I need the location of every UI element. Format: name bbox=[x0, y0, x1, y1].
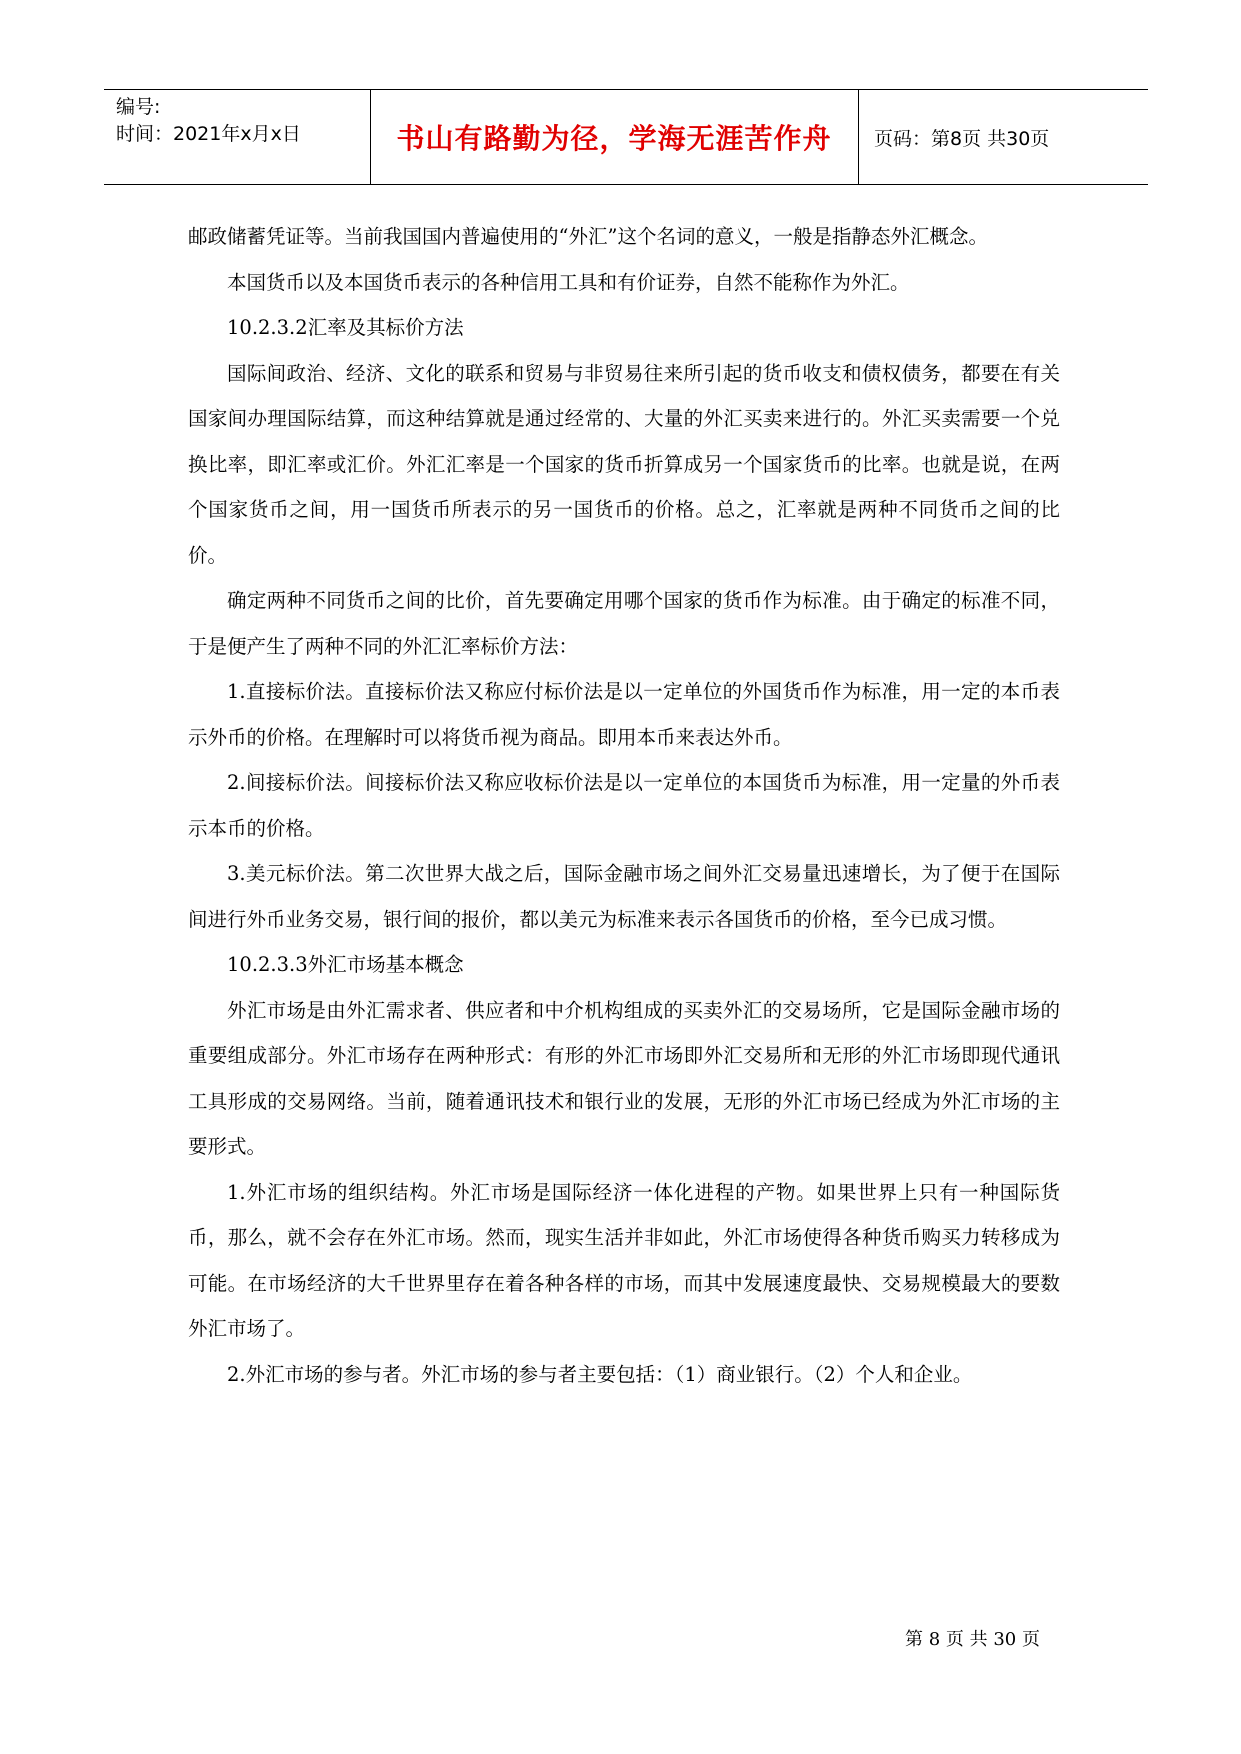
document-body bbox=[188, 214, 1060, 1397]
list-item: 2.外汇市场的参与者。外汇市场的参与者主要包括：（1）商业银行。（2）个人和企业。 bbox=[227, 1362, 973, 1386]
number-label: 编号: bbox=[116, 96, 161, 118]
paragraph: 外汇市场是由外汇需求者、供应者和中介机构组成的买卖外汇的交易场所，它是国际金融市场的重要组成部分。外汇市场存在两种形式：有形的外汇市场即外汇交易所和无形的外汇市场即现代通讯工具形成的交易网络。当前，随着通讯技术和银行业的发展，无形的外汇市场已经成为外汇市场的主要形式。 bbox=[188, 998, 1060, 1158]
list-item: 1.直接标价法。直接标价法又称应付标价法是以一定单位的外国货币作为标准，用一定的本币表示外币的价格。在理解时可以将货币视为商品。即用本币来表达外币。 bbox=[188, 680, 1060, 749]
section-heading: 10.2.3.2汇率及其标价方法 bbox=[227, 316, 464, 339]
header-divider-right bbox=[858, 90, 859, 184]
paragraph: 本国货币以及本国货币表示的各种信用工具和有价证券，自然不能称作为外汇。 bbox=[227, 270, 910, 294]
header-motto: 书山有路勤为径，学海无涯苦作舟 bbox=[396, 122, 832, 155]
list-item: 2.间接标价法。间接标价法又称应收标价法是以一定单位的本国货币为标准，用一定量的外币表示本币的价格。 bbox=[188, 771, 1060, 840]
page-footer: 第 8 页 共 30 页 bbox=[905, 1629, 1040, 1650]
paragraph: 确定两种不同货币之间的比价，首先要确定用哪个国家的货币作为标准。由于确定的标准不同，于是便产生了两种不同的外汇汇率标价方法： bbox=[188, 589, 1060, 658]
paragraph: 邮政储蓄凭证等。当前我国国内普遍使用的“外汇”这个名词的意义，一般是指静态外汇概念。 bbox=[188, 225, 988, 248]
section-heading: 10.2.3.3外汇市场基本概念 bbox=[227, 953, 464, 976]
list-item: 3.美元标价法。第二次世界大战之后，国际金融市场之间外汇交易量迅速增长，为了便于在国际间进行外币业务交易，银行间的报价，都以美元为标准来表示各国货币的价格，至今已成习惯。 bbox=[188, 862, 1060, 931]
header-page-code: 页码：第8页 共30页 bbox=[874, 127, 1050, 150]
time-label: 时间：2021年x月x日 bbox=[116, 123, 301, 145]
paragraph: 国际间政治、经济、文化的联系和贸易与非贸易往来所引起的货币收支和债权债务，都要在有关国家间办理国际结算，而这种结算就是通过经常的、大量的外汇买卖来进行的。外汇买卖需要一个兑换比率，即汇率或汇价。外汇汇率是一个国家的货币折算成另一个国家货币的比率。也就是说，在两个国家货币之间，用一国货币所表示的另一国货币的价格。总之，汇率就是两种不同货币之间的比价。 bbox=[188, 361, 1060, 567]
page-header bbox=[104, 89, 1148, 185]
header-meta bbox=[116, 94, 366, 148]
list-item: 1.外汇市场的组织结构。外汇市场是国际经济一体化进程的产物。如果世界上只有一种国际货币，那么，就不会存在外汇市场。然而，现实生活并非如此，外汇市场使得各种货币购买力转移成为可能。在市场经济的大千世界里存在着各种各样的市场，而其中发展速度最快、交易规模最大的要数外汇市场了。 bbox=[188, 1180, 1060, 1340]
